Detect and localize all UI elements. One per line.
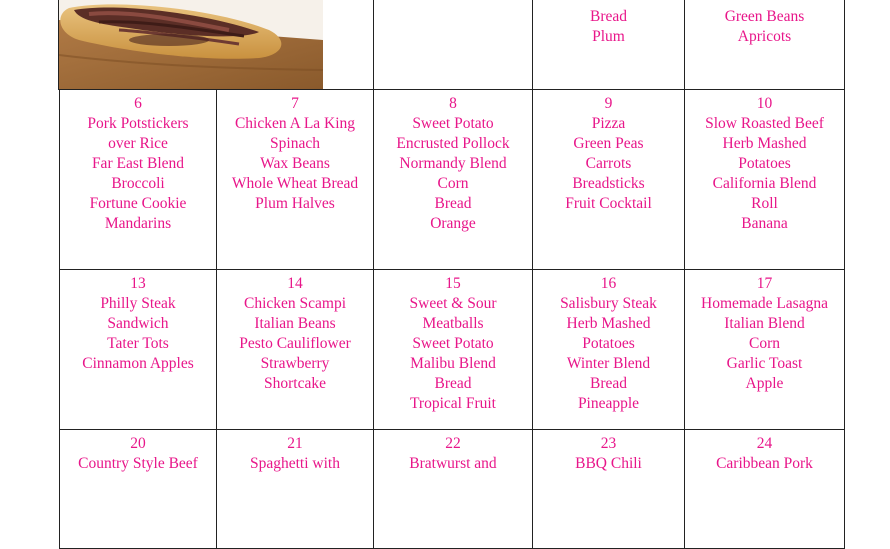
day-number: 6 xyxy=(134,95,142,112)
menu-item: Potatoes xyxy=(582,335,635,352)
calendar-day-cell xyxy=(216,0,374,90)
menu-item: BBQ Chili xyxy=(575,455,642,472)
day-number: 17 xyxy=(756,275,773,292)
menu-item: Green Peas xyxy=(573,135,644,152)
menu-item: Sweet & Sour xyxy=(409,295,497,312)
calendar-day-cell xyxy=(216,429,374,549)
menu-item: Mandarins xyxy=(104,215,172,232)
day-number: 9 xyxy=(604,95,613,112)
calendar-day-cell xyxy=(59,429,217,549)
calendar-day-cell xyxy=(684,429,845,549)
menu-item: Wax Beans xyxy=(260,155,330,172)
menu-item: Chicken Scampi xyxy=(243,295,347,312)
calendar-day-cell xyxy=(532,89,685,270)
calendar-day-cell xyxy=(684,269,845,430)
menu-item: Bread xyxy=(434,195,472,212)
day-number: 13 xyxy=(130,275,146,292)
menu-item: Roll xyxy=(751,195,778,212)
menu-item: Herb Mashed xyxy=(566,315,651,332)
day-number: 14 xyxy=(287,275,303,292)
menu-item: Italian Beans xyxy=(254,315,336,332)
menu-item: Homemade Lasagna xyxy=(701,295,828,312)
menu-item: Carrots xyxy=(585,155,632,172)
calendar-day-cell xyxy=(216,89,374,270)
calendar-day-cell xyxy=(532,0,685,90)
menu-item: Strawberry xyxy=(260,355,330,372)
calendar-day-cell xyxy=(373,429,533,549)
menu-item: Bread xyxy=(589,8,627,25)
menu-item: Spinach xyxy=(270,135,320,152)
menu-item: Fruit Cocktail xyxy=(565,195,652,212)
day-number: 23 xyxy=(600,435,617,452)
calendar-day-cell xyxy=(373,0,533,90)
menu-item: Pineapple xyxy=(577,395,640,412)
menu-item: Malibu Blend xyxy=(410,355,496,372)
day-number: 20 xyxy=(130,435,146,452)
day-number: 16 xyxy=(600,275,617,292)
menu-item: Tater Tots xyxy=(107,335,169,352)
menu-item: Green Beans xyxy=(724,8,805,25)
menu-item: Cinnamon Apples xyxy=(82,355,194,372)
menu-item: Tropical Fruit xyxy=(410,395,496,412)
calendar-day-cell xyxy=(684,89,845,270)
menu-item: Caribbean Pork xyxy=(716,455,813,472)
menu-item: Banana xyxy=(741,215,788,232)
menu-item: Bread xyxy=(434,375,472,392)
menu-item: Sweet Potato xyxy=(412,335,494,352)
menu-item: Salisbury Steak xyxy=(560,295,657,312)
day-number: 7 xyxy=(291,95,299,112)
menu-item: Bratwurst and xyxy=(409,455,497,472)
day-number: 10 xyxy=(756,95,773,112)
menu-item: Corn xyxy=(749,335,780,352)
menu-item: Plum Halves xyxy=(255,195,335,212)
menu-item: Sandwich xyxy=(107,315,169,332)
menu-item: Chicken A La King xyxy=(234,115,356,132)
menu-item: Shortcake xyxy=(264,375,326,392)
menu-item: Orange xyxy=(430,215,476,232)
menu-item: Far East Blend xyxy=(91,155,185,172)
menu-item: Encrusted Pollock xyxy=(396,135,510,152)
calendar-day-cell xyxy=(532,429,685,549)
menu-item: Fortune Cookie xyxy=(89,195,187,212)
photo-frame-border xyxy=(58,0,59,90)
menu-item: Apple xyxy=(745,375,784,392)
calendar-day-cell xyxy=(373,89,533,270)
calendar-day-cell xyxy=(216,269,374,430)
menu-item: Slow Roasted Beef xyxy=(705,115,824,132)
menu-item: Spaghetti with xyxy=(250,455,340,472)
day-number: 8 xyxy=(449,95,457,112)
menu-item: Pork Potstickers xyxy=(87,115,189,132)
menu-item: Apricots xyxy=(737,28,792,45)
menu-item: Breadsticks xyxy=(572,175,645,192)
day-number: 22 xyxy=(445,435,461,452)
menu-item: Country Style Beef xyxy=(78,455,198,472)
menu-item: Herb Mashed xyxy=(722,135,807,152)
menu-item: Corn xyxy=(437,175,469,192)
menu-item: Meatballs xyxy=(422,315,484,332)
menu-item: Pizza xyxy=(591,115,626,132)
menu-item: over Rice xyxy=(108,135,168,152)
menu-item: Normandy Blend xyxy=(399,155,507,172)
calendar-day-cell xyxy=(59,269,217,430)
calendar-day-cell xyxy=(532,269,685,430)
menu-item: Sweet Potato xyxy=(412,115,494,132)
menu-item: Whole Wheat Bread xyxy=(231,175,359,192)
day-number: 15 xyxy=(445,275,461,292)
menu-item: Potatoes xyxy=(738,155,791,172)
calendar-day-cell xyxy=(59,89,217,270)
calendar-day-cell xyxy=(684,0,845,90)
menu-item: California Blend xyxy=(712,175,817,192)
day-number: 21 xyxy=(287,435,303,452)
menu-item: Pesto Cauliflower xyxy=(239,335,351,352)
menu-item: Garlic Toast xyxy=(726,355,803,372)
menu-item: Philly Steak xyxy=(100,295,176,312)
menu-item: Winter Blend xyxy=(566,355,651,372)
day-number: 24 xyxy=(756,435,773,452)
menu-item: Broccoli xyxy=(111,175,165,192)
menu-item: Bread xyxy=(589,375,627,392)
calendar-day-cell xyxy=(373,269,533,430)
menu-item: Plum xyxy=(592,28,625,45)
menu-item: Italian Blend xyxy=(724,315,805,332)
